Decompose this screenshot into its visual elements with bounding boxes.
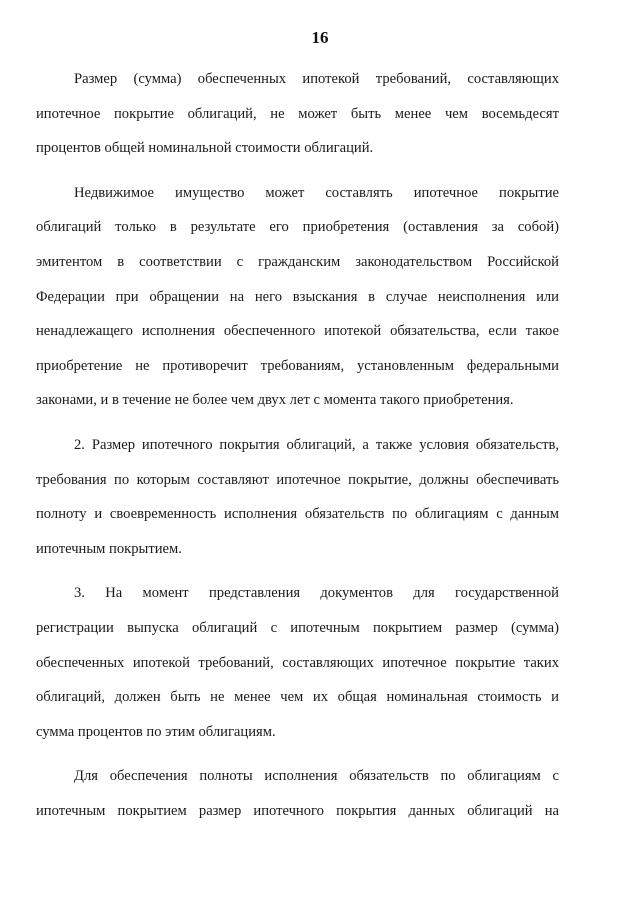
text-line: 2. Размер ипотечного покрытия облигаций, а также условия обязательств, (74, 436, 559, 453)
page-number: 16 (311, 28, 329, 47)
text-line: Федерации при обращении на него взыскания в случае неисполнения или (36, 288, 559, 305)
text-line: требования по которым составляют ипотечное покрытие, должны обеспечивать (36, 471, 559, 488)
text-line: обеспеченных ипотекой требований, составляющих ипотечное покрытие таких (36, 654, 559, 671)
text-line: 3. На момент представления документов для государственной (74, 585, 559, 602)
text-line: ипотечным покрытием размер ипотечного покрытия данных облигаций на (36, 802, 559, 819)
text-line: законами, и в течение не более чем двух лет с момента такого приобретения. (36, 392, 514, 409)
text-line: процентов общей номинальной стоимости облигаций. (36, 140, 374, 157)
document-body (36, 62, 559, 828)
text-line: ипотечным покрытием. (36, 540, 182, 557)
text-line: Размер (сумма) обеспеченных ипотекой требований, составляющих (74, 71, 559, 87)
text-line: приобретение не противоречит требованиям, установленным федеральными (36, 357, 559, 374)
text-line: облигаций, должен быть не менее чем их общая номинальная стоимость и (36, 689, 559, 706)
paragraph-gap (36, 418, 559, 428)
text-line: эмитентом в соответствии с гражданским законодательством Российской (36, 253, 559, 270)
text-line: Недвижимое имущество может составлять ипотечное покрытие (74, 184, 559, 201)
text-line: сумма процентов по этим облигациям. (36, 723, 276, 740)
text-line: полноту и своевременность исполнения обязательств по облигациям с данным (36, 506, 559, 523)
paragraph-gap (36, 566, 559, 576)
text-line: ипотечное покрытие облигаций, не может быть менее чем восемьдесят (36, 105, 559, 122)
text-line: ненадлежащего исполнения обеспеченного ипотекой обязательства, если такое (36, 323, 559, 340)
paragraph-gap (36, 749, 559, 759)
text-line: Для обеспечения полноты исполнения обязательств по облигациям с (74, 768, 559, 785)
text-line: регистрации выпуска облигаций с ипотечным покрытием размер (сумма) (36, 619, 559, 636)
text-line: облигаций только в результате его приобретения (оставления за собой) (36, 219, 559, 236)
paragraph-gap (36, 166, 559, 176)
